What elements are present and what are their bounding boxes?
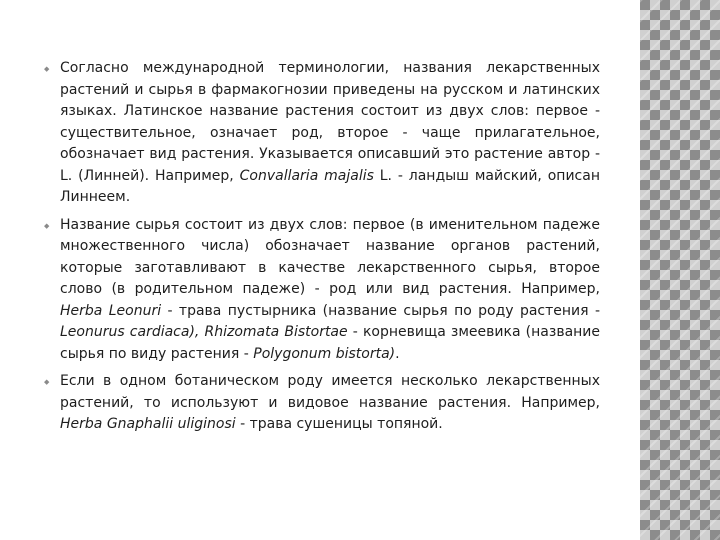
latin-name: Herba Leonuri [60, 302, 162, 319]
latin-name: Polygonum bistorta) [253, 345, 396, 362]
text-run: - трава пустырника (название сырья по роду растения - [161, 302, 601, 319]
bullet-icon: ◆ [44, 221, 50, 230]
text-run: L. - ландыш майский, описан Линнеем. [60, 167, 600, 205]
bullet-item-1 [44, 58, 600, 209]
bullet-icon: ◆ [44, 65, 50, 73]
bullet-item-3 [44, 371, 600, 436]
text-run: . [395, 345, 400, 362]
text-run: - трава сушеницы топяной. [235, 416, 443, 432]
bullet-icon: ◆ [44, 378, 50, 386]
text-run: - корневища змеевика (название сырья по виду растения - [60, 324, 601, 362]
text-run: Название сырья состоит из двух слов: первое (в именительном падеже множественного числа) обозначает название органов растений, которые заготавливают в качестве лекарственного сырья, второе слово (в родительном падеже) - род или вид растения. Например, [60, 216, 600, 297]
latin-name: Herba Gnaphalii uliginosi [60, 416, 236, 432]
slide-content [44, 58, 600, 442]
bullet-item-2 [44, 215, 600, 366]
latin-name: Convallaria majalis [239, 167, 374, 184]
latin-name: Leonurus cardiaca), Rhizomata Bistortae [60, 324, 348, 340]
text-run: Если в одном ботаническом роду имеется несколько лекарственных растений, то используют и видовое название растения. Например, [60, 373, 600, 411]
decorative-pattern-strip [640, 0, 720, 540]
text-run: Согласно международной терминологии, названия лекарственных растений и сырья в фармакогнозии приведены на русском и латинских языках. Латинское название растения состоит из двух слов: первое - существительное, означает род, второе - чаще прилагательное, обозначает вид растения. Указывается описавший это растение автор - L. (Линней). Например, [60, 60, 600, 184]
